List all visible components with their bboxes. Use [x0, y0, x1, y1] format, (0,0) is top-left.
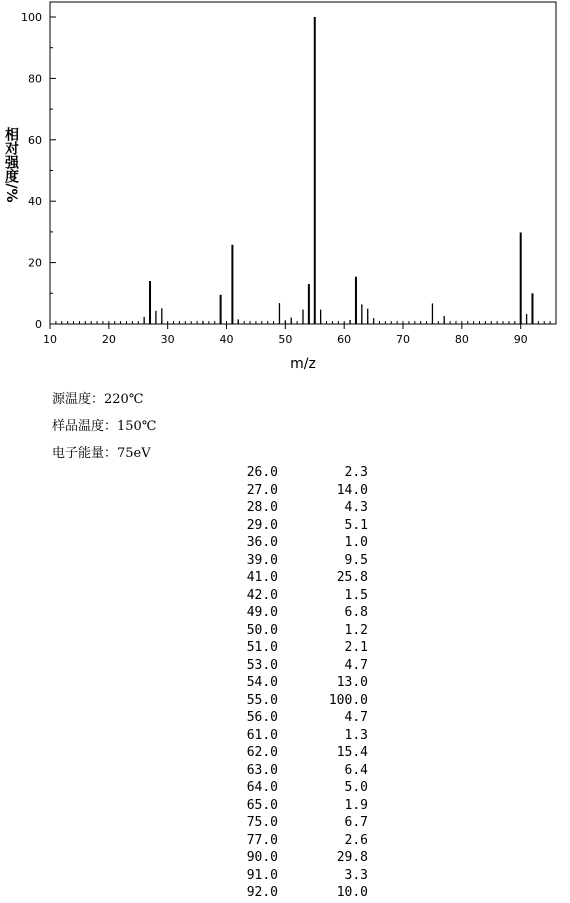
mz-cell: 49.0: [246, 605, 278, 620]
table-row: [228, 692, 368, 710]
mz-cell: 54.0: [246, 675, 278, 690]
table-row: [228, 762, 368, 780]
x-tick-label: 60: [337, 333, 352, 346]
mass-spectrum-chart: [0, 0, 570, 380]
table-row: [228, 587, 368, 605]
intensity-cell: 1.0: [344, 535, 368, 550]
y-tick-label: 20: [28, 256, 42, 270]
mz-cell: 75.0: [246, 815, 278, 830]
intensity-cell: 6.8: [344, 605, 368, 620]
mz-cell: 42.0: [246, 587, 278, 603]
mz-cell: 62.0: [246, 745, 278, 760]
table-row: [228, 639, 368, 657]
y-tick-label: 40: [28, 195, 42, 209]
x-tick-label: 80: [454, 333, 469, 346]
y-tick-label: 100: [21, 11, 42, 24]
x-tick-label: 30: [160, 333, 175, 346]
sample-temperature: 样品温度：150℃: [52, 419, 157, 434]
intensity-cell: 1.5: [344, 587, 368, 603]
table-row: [228, 744, 368, 762]
intensity-cell: 2.6: [344, 832, 368, 848]
table-row: [228, 482, 368, 500]
intensity-cell: 4.7: [344, 657, 368, 673]
intensity-cell: 2.3: [344, 465, 368, 480]
intensity-cell: 1.2: [344, 622, 368, 638]
intensity-cell: 1.9: [344, 797, 368, 813]
source-temperature: 源温度：220℃: [52, 392, 144, 407]
mz-cell: 61.0: [246, 727, 278, 743]
table-row: [228, 779, 368, 797]
x-tick-label: 50: [278, 333, 293, 346]
table-row: [228, 797, 368, 815]
table-row: [228, 464, 368, 482]
x-tick-label: 90: [513, 333, 528, 346]
x-tick-label: 20: [101, 333, 116, 346]
intensity-cell: 3.3: [344, 867, 368, 883]
y-axis-label: 相对强度/%: [3, 127, 19, 203]
mz-cell: 27.0: [246, 482, 278, 498]
x-axis: [43, 324, 528, 346]
intensity-cell: 4.7: [344, 710, 368, 725]
intensity-cell: 6.7: [344, 815, 368, 830]
table-row: [228, 569, 368, 587]
mz-cell: 55.0: [246, 692, 278, 708]
x-tick-label: 40: [219, 333, 234, 346]
table-row: [228, 814, 368, 832]
table-row: [228, 709, 368, 727]
table-row: [228, 884, 368, 902]
intensity-cell: 5.1: [344, 517, 368, 533]
table-row: [228, 517, 368, 535]
electron-energy: 电子能量：75eV: [52, 446, 151, 461]
table-row: [228, 657, 368, 675]
y-tick-label: 0: [35, 318, 42, 331]
table-row: [228, 499, 368, 517]
intensity-cell: 4.3: [344, 500, 368, 515]
table-row: [228, 674, 368, 692]
y-tick-label: 60: [28, 133, 42, 147]
mz-cell: 53.0: [246, 657, 278, 673]
mz-cell: 50.0: [246, 622, 278, 638]
intensity-cell: 14.0: [336, 482, 368, 498]
mz-cell: 91.0: [246, 867, 278, 883]
mz-cell: 29.0: [246, 517, 278, 533]
table-row: [228, 727, 368, 745]
plot-frame: [50, 2, 556, 324]
mz-cell: 56.0: [246, 710, 278, 725]
intensity-cell: 25.8: [336, 570, 368, 585]
intensity-cell: 5.0: [344, 780, 368, 795]
intensity-cell: 9.5: [344, 552, 368, 568]
mz-cell: 65.0: [246, 797, 278, 813]
x-tick-label: 10: [43, 333, 57, 346]
mz-cell: 90.0: [246, 850, 278, 865]
table-row: [228, 622, 368, 640]
table-row: [228, 552, 368, 570]
mz-cell: 64.0: [246, 780, 278, 795]
intensity-cell: 6.4: [344, 762, 368, 778]
intensity-cell: 100.0: [328, 692, 368, 708]
table-row: [228, 849, 368, 867]
mz-cell: 39.0: [246, 552, 278, 568]
x-axis-label: m/z: [290, 356, 316, 372]
y-tick-label: 80: [28, 72, 42, 86]
mz-cell: 28.0: [246, 500, 278, 515]
mz-cell: 63.0: [246, 762, 278, 778]
mz-cell: 51.0: [246, 640, 278, 655]
table-row: [228, 867, 368, 885]
intensity-cell: 29.8: [336, 850, 368, 865]
table-row: [228, 604, 368, 622]
intensity-cell: 1.3: [344, 727, 368, 743]
mz-cell: 36.0: [246, 535, 278, 550]
intensity-cell: 13.0: [336, 675, 368, 690]
mz-cell: 77.0: [246, 832, 278, 848]
intensity-cell: 15.4: [336, 745, 368, 760]
peak-bars: [144, 17, 532, 324]
table-row: [228, 832, 368, 850]
x-tick-label: 70: [396, 333, 411, 346]
mz-cell: 92.0: [246, 885, 278, 900]
mz-cell: 41.0: [246, 570, 278, 585]
mz-cell: 26.0: [246, 465, 278, 480]
intensity-cell: 10.0: [336, 885, 368, 900]
table-row: [228, 534, 368, 552]
intensity-cell: 2.1: [344, 640, 368, 655]
peak-table: [228, 464, 368, 902]
y-axis: [21, 11, 56, 331]
